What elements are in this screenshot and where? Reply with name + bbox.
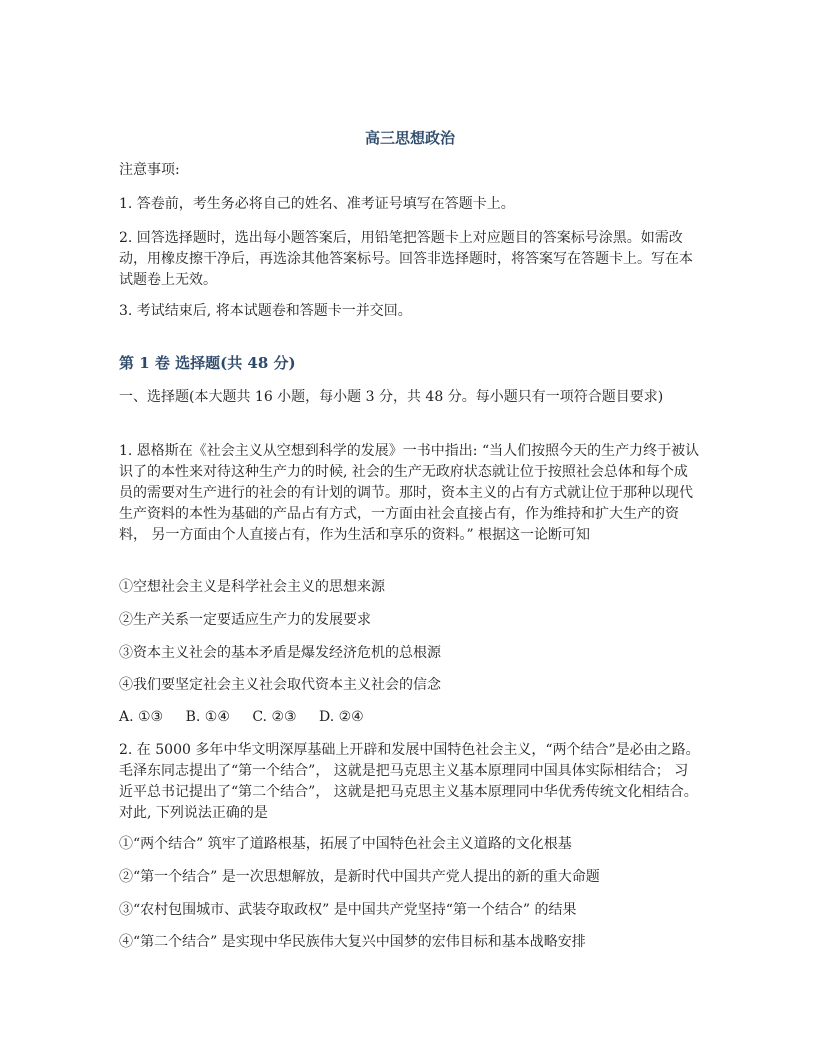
choice-c: C. ②③ (252, 709, 297, 725)
notes-heading: 注意事项: (119, 162, 180, 178)
question-1-choices (119, 707, 701, 728)
question-1-option-3: ③资本主义社会的基本矛盾是爆发经济危机的总根源 (119, 645, 441, 661)
question-2-option-3: ③“农村包围城市、武装夺取政权” 是中国共产党坚持“第一个结合” 的结果 (119, 902, 577, 918)
question-1-option-4: ④我们要坚定社会主义社会取代资本主义社会的信念 (119, 677, 441, 693)
question-2-option-1: ①“两个结合” 筑牢了道路根基，拓展了中国特色社会主义道路的文化根基 (119, 836, 572, 852)
note-2: 2. 回答选择题时，选出每小题答案后，用铅笔把答题卡上对应题目的答案标号涂黑。如需改动，用橡皮擦干净后，再选涂其他答案标号。回答非选择题时，将答案写在答题卡上。写在本试题卷上无效。 (119, 230, 693, 288)
question-2-option-2: ②“第一个结合” 是一次思想解放，是新时代中国共产党人提出的新的重大命题 (119, 869, 600, 885)
question-2-option-4: ④“第二个结合” 是实现中华民族伟大复兴中国梦的宏伟目标和基本战略安排 (119, 934, 586, 950)
choice-a: A. ①③ (119, 709, 164, 725)
question-1-option-2: ②生产关系一定要适应生产力的发展要求 (119, 612, 371, 628)
question-1-option-1: ①空想社会主义是科学社会主义的思想来源 (119, 579, 385, 595)
section-title: 第 1 卷 选择题(共 48 分) (119, 354, 296, 372)
section-instructions: 一、选择题(本大题共 16 小题，每小题 3 分，共 48 分。每小题只有一项符合题目要求) (119, 389, 664, 405)
page-title: 高三思想政治 (364, 129, 455, 147)
note-3: 3. 考试结束后, 将本试题卷和答题卡一并交回。 (119, 303, 412, 319)
note-1: 1. 答卷前，考生务必将自己的姓名、准考证号填写在答题卡上。 (119, 196, 515, 212)
question-1-stem: 1. 恩格斯在《社会主义从空想到科学的发展》一书中指出: “当人们按照今天的生产力终于被认识了的本性来对待这种生产力的时候, 社会的生产无政府状态就让位于按照社会总体和每个成员的需要对生产进行的社会的有计划的调节。那时，资本主义的占有方式就让位于那种以现代生产资料的本性为基础的产品占有方式，一方面由社会直接占有，作为维持和扩大生产的资料， 另一方面由个人直接占有，作为生活和享乐的资料。” 根据这一论断可知 (119, 443, 700, 543)
question-2-stem: 2. 在 5000 多年中华文明深厚基础上开辟和发展中国特色社会主义，“两个结合”是必由之路。 毛泽东同志提出了“第一个结合”， 这就是把马克思主义基本原理同中国具体实际相结合； 习近平总书记提出了“第二个结合”， 这就是把马克思主义基本原理同中华优秀传统文化相结合。对此, 下列说法正确的是 (119, 742, 700, 821)
choice-d: D. ②④ (319, 709, 364, 725)
choice-b: B. ①④ (185, 709, 230, 725)
